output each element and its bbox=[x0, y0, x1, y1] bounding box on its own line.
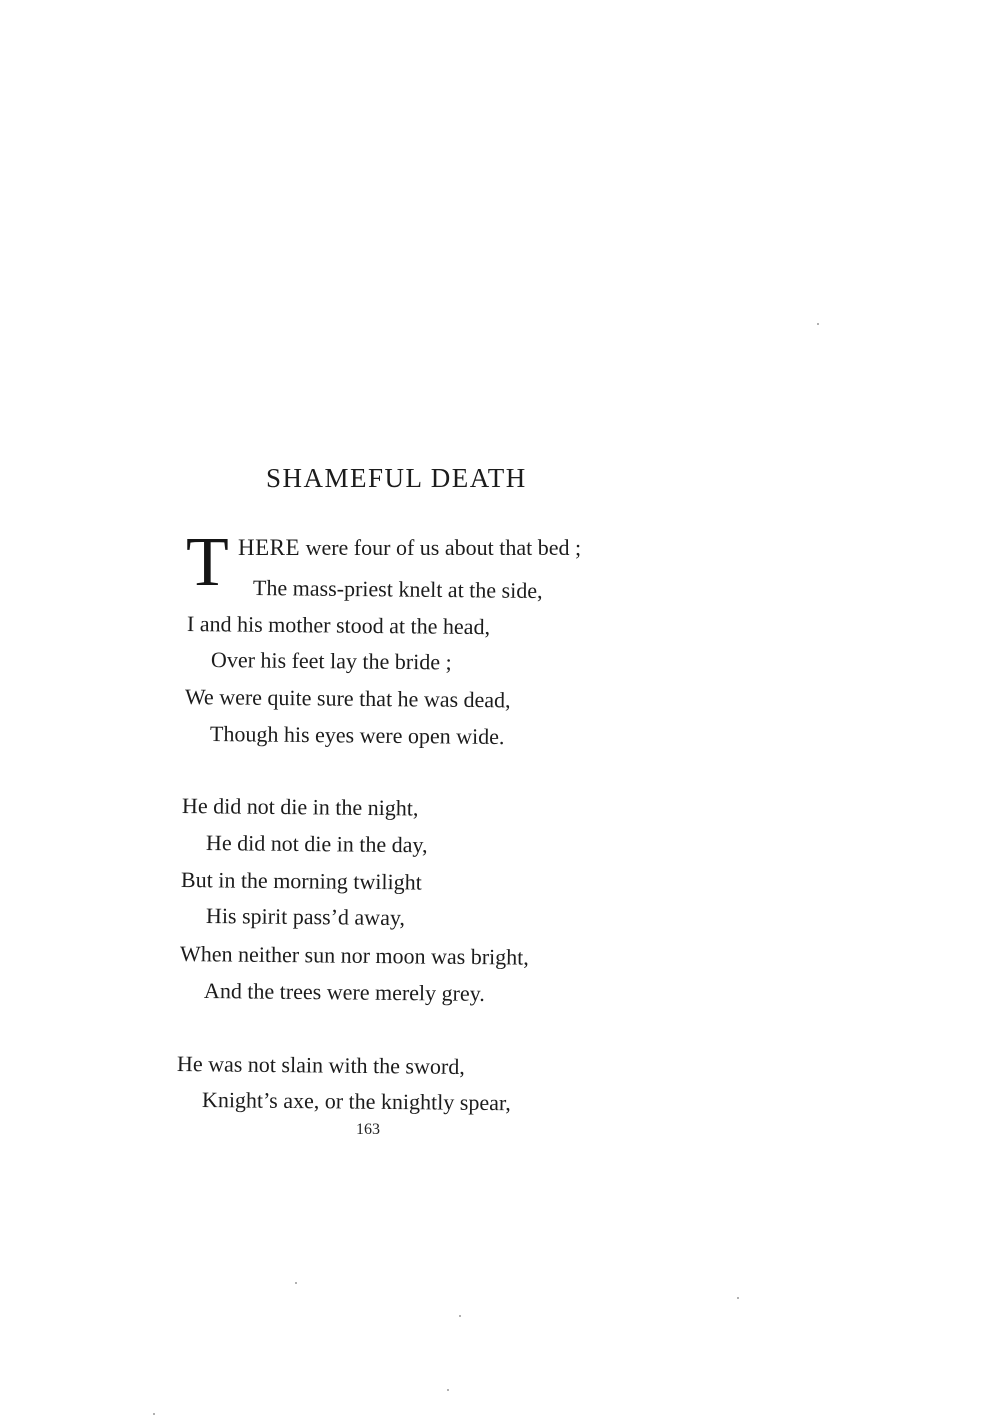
scan-speck bbox=[295, 1282, 297, 1284]
poem-line: But in the morning twilight bbox=[180, 867, 422, 895]
poem-line: The mass-priest knelt at the side, bbox=[252, 575, 543, 604]
scan-speck bbox=[153, 1413, 155, 1415]
poem-line: I and his mother stood at the head, bbox=[186, 611, 491, 640]
first-line-caps: HERE bbox=[238, 535, 301, 560]
poem-line: Over his feet lay the bride ; bbox=[210, 647, 452, 675]
poem-line: He did not die in the night, bbox=[181, 793, 419, 821]
drop-cap: T bbox=[186, 524, 229, 601]
poem-line: His spirit pass’d away, bbox=[205, 903, 406, 931]
poem-line: Though his eyes were open wide. bbox=[209, 721, 505, 750]
first-line-rest: were four of us about that bed ; bbox=[300, 535, 582, 560]
poem-first-line bbox=[238, 535, 581, 561]
poem-line: He did not die in the day, bbox=[205, 830, 428, 858]
scan-speck bbox=[737, 1297, 739, 1299]
poem-line: And the trees were merely grey. bbox=[203, 978, 485, 1006]
poem-line: He was not slain with the sword, bbox=[176, 1051, 465, 1080]
poem-line: Knight’s axe, or the knightly spear, bbox=[201, 1087, 512, 1116]
poem-line: We were quite sure that he was dead, bbox=[184, 684, 511, 713]
page-number: 163 bbox=[356, 1121, 380, 1138]
scan-speck bbox=[447, 1389, 449, 1391]
poem-title: SHAMEFUL DEATH bbox=[266, 463, 527, 493]
scan-speck bbox=[817, 323, 819, 325]
poem-line: When neither sun nor moon was bright, bbox=[179, 941, 529, 970]
scan-speck bbox=[459, 1315, 461, 1317]
